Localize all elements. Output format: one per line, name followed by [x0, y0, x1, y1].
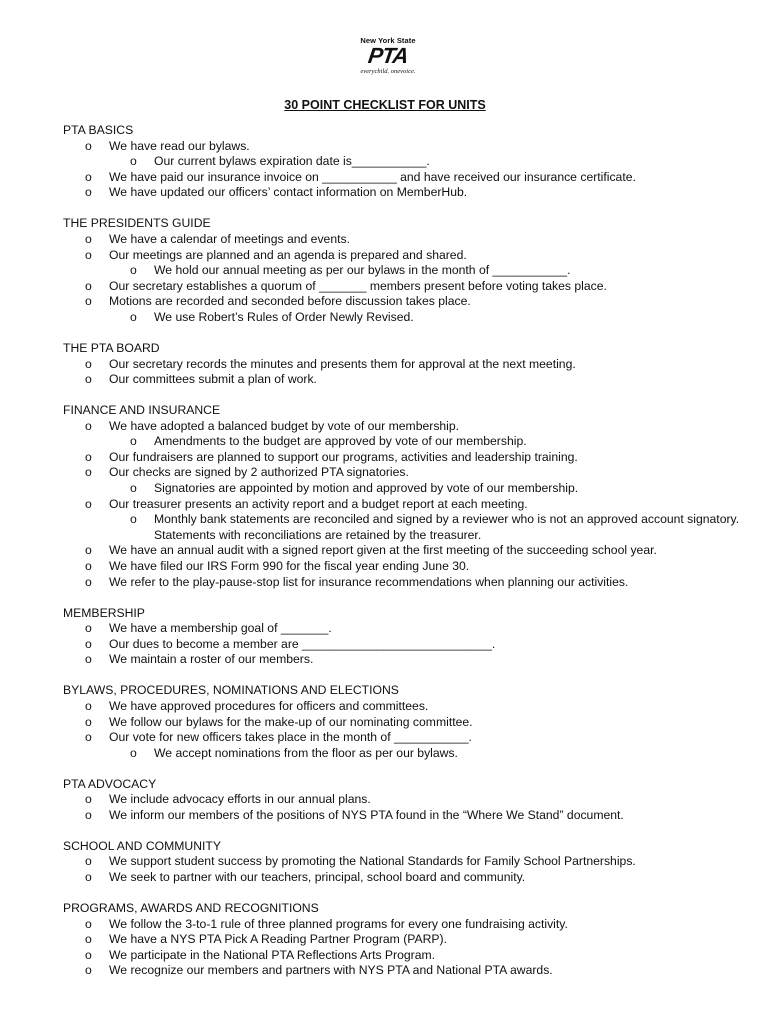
- logo-pta-text: PTA: [366, 43, 410, 68]
- checklist-item-text: Our treasurer presents an activity report and a budget report at each meeting.: [109, 496, 528, 511]
- bullet-circle-icon: o: [130, 745, 137, 760]
- nys-pta-logo: [338, 36, 438, 84]
- checklist-item: [63, 465, 753, 481]
- checklist-section: [63, 216, 753, 325]
- checklist-subitem-text: We use Robert’s Rules of Order Newly Revised.: [154, 309, 414, 324]
- checklist-body: [63, 123, 753, 994]
- checklist-subitem-text: We accept nominations from the floor as per our bylaws.: [154, 745, 458, 760]
- checklist-item: [63, 450, 753, 466]
- checklist-item-text: We have adopted a balanced budget by vote of our membership.: [109, 418, 460, 433]
- bullet-circle-icon: o: [85, 294, 92, 309]
- checklist-item: [63, 715, 753, 731]
- checklist-item: [63, 699, 753, 715]
- bullet-circle-icon: o: [85, 138, 92, 153]
- checklist-item: [63, 185, 753, 201]
- checklist-item-text: Our checks are signed by 2 authorized PTA signatories.: [109, 465, 409, 480]
- bullet-circle-icon: o: [85, 932, 92, 947]
- checklist-item-text: Motions are recorded and seconded before discussion takes place.: [109, 294, 471, 309]
- checklist-item: [63, 917, 753, 933]
- section-heading: PTA ADVOCACY: [63, 776, 157, 791]
- checklist-item-text: We have read our bylaws.: [109, 138, 250, 153]
- checklist-subitem-text: We hold our annual meeting as per our bylaws in the month of ___________.: [154, 263, 571, 278]
- checklist-item-text: We have updated our officers’ contact information on MemberHub.: [109, 185, 468, 200]
- checklist-item-text: We have filed our IRS Form 990 for the fiscal year ending June 30.: [109, 559, 470, 574]
- checklist-item-text: We have an annual audit with a signed report given at the first meeting of the succeeding school year.: [109, 543, 657, 558]
- bullet-circle-icon: o: [130, 263, 137, 278]
- checklist-item: [63, 294, 753, 310]
- checklist-item: [63, 357, 753, 373]
- checklist-item-text: We have paid our insurance invoice on ___________ and have received our insurance certificate.: [109, 169, 636, 184]
- checklist-item-text: Our meetings are planned and an agenda is prepared and shared.: [109, 247, 467, 262]
- checklist-item-text: Our committees submit a plan of work.: [109, 372, 317, 387]
- checklist-item-text: We participate in the National PTA Reflections Arts Program.: [109, 947, 436, 962]
- bullet-circle-icon: o: [85, 621, 92, 636]
- checklist-item: [63, 170, 753, 186]
- checklist-item: [63, 792, 753, 808]
- checklist-subitem-text: Signatories are appointed by motion and approved by vote of our membership.: [154, 481, 579, 496]
- checklist-subitem: [63, 434, 753, 450]
- checklist-subitem: [63, 481, 753, 497]
- bullet-circle-icon: o: [85, 418, 92, 433]
- bullet-circle-icon: o: [85, 652, 92, 667]
- section-heading: FINANCE AND INSURANCE: [63, 403, 221, 418]
- section-heading: BYLAWS, PROCEDURES, NOMINATIONS AND ELECTIONS: [63, 683, 399, 698]
- section-heading: SCHOOL AND COMMUNITY: [63, 838, 221, 853]
- bullet-circle-icon: o: [130, 309, 137, 324]
- bullet-circle-icon: o: [85, 574, 92, 589]
- checklist-item-text: We follow our bylaws for the make-up of our nominating committee.: [109, 714, 473, 729]
- checklist-item: [63, 232, 753, 248]
- checklist-item: [63, 932, 753, 948]
- bullet-circle-icon: o: [85, 231, 92, 246]
- document-title: 30 POINT CHECKLIST FOR UNITS: [284, 98, 486, 112]
- checklist-item-text: Our dues to become a member are ____________________________.: [109, 636, 496, 651]
- checklist-item: [63, 808, 753, 824]
- bullet-circle-icon: o: [85, 356, 92, 371]
- bullet-circle-icon: o: [85, 730, 92, 745]
- checklist-subitem-text: Amendments to the budget are approved by vote of our membership.: [154, 434, 527, 449]
- checklist-subitem: [63, 512, 753, 543]
- bullet-circle-icon: o: [85, 963, 92, 978]
- checklist-item: [63, 652, 753, 668]
- checklist-section: [63, 777, 753, 824]
- checklist-item: [63, 948, 753, 964]
- bullet-circle-icon: o: [85, 807, 92, 822]
- checklist-item: [63, 419, 753, 435]
- checklist-item: [63, 279, 753, 295]
- bullet-circle-icon: o: [85, 870, 92, 885]
- checklist-item-text: We support student success by promoting the National Standards for Family School Partnerships.: [109, 854, 636, 869]
- section-heading: THE PTA BOARD: [63, 340, 160, 355]
- checklist-item-text: Our secretary establishes a quorum of _______ members present before voting takes place.: [109, 278, 607, 293]
- checklist-item: [63, 621, 753, 637]
- checklist-item-text: We have approved procedures for officers and committees.: [109, 698, 429, 713]
- logo-state-text: New York State: [360, 36, 416, 45]
- checklist-item: [63, 730, 753, 746]
- checklist-section: [63, 123, 753, 201]
- checklist-section: [63, 606, 753, 668]
- checklist-item-text: We have a membership goal of _______.: [109, 621, 332, 636]
- bullet-circle-icon: o: [130, 154, 137, 169]
- bullet-circle-icon: o: [130, 481, 137, 496]
- checklist-section: [63, 683, 753, 761]
- bullet-circle-icon: o: [85, 247, 92, 262]
- checklist-item-text: We have a NYS PTA Pick A Reading Partner Program (PARP).: [109, 932, 448, 947]
- checklist-item-text: We seek to partner with our teachers, principal, school board and community.: [109, 870, 526, 885]
- bullet-circle-icon: o: [85, 278, 92, 293]
- bullet-circle-icon: o: [85, 169, 92, 184]
- checklist-item: [63, 963, 753, 979]
- bullet-circle-icon: o: [85, 496, 92, 511]
- logo-tagline: everychild. onevoice.: [360, 68, 416, 75]
- checklist-subitem: [63, 154, 753, 170]
- bullet-circle-icon: o: [85, 559, 92, 574]
- checklist-item-text: We refer to the play-pause-stop list for insurance recommendations when planning our activities.: [109, 574, 629, 589]
- checklist-subitem: [63, 263, 753, 279]
- checklist-section: [63, 901, 753, 979]
- bullet-circle-icon: o: [85, 792, 92, 807]
- checklist-item-text: Our fundraisers are planned to support our programs, activities and leadership training.: [109, 449, 578, 464]
- bullet-circle-icon: o: [85, 698, 92, 713]
- bullet-circle-icon: o: [85, 372, 92, 387]
- checklist-item: [63, 870, 753, 886]
- checklist-item-text: We follow the 3-to-1 rule of three planned programs for every one fundraising activity.: [109, 916, 568, 931]
- bullet-circle-icon: o: [130, 512, 137, 527]
- checklist-item: [63, 372, 753, 388]
- bullet-circle-icon: o: [85, 449, 92, 464]
- section-heading: PTA BASICS: [63, 123, 134, 137]
- bullet-circle-icon: o: [85, 854, 92, 869]
- bullet-circle-icon: o: [85, 465, 92, 480]
- checklist-item: [63, 854, 753, 870]
- checklist-subitem: [63, 746, 753, 762]
- checklist-item-text: We include advocacy efforts in our annual plans.: [109, 792, 371, 807]
- bullet-circle-icon: o: [85, 543, 92, 558]
- bullet-circle-icon: o: [85, 714, 92, 729]
- checklist-item: [63, 575, 753, 591]
- checklist-section: [63, 839, 753, 886]
- bullet-circle-icon: o: [85, 636, 92, 651]
- checklist-item-text: We maintain a roster of our members.: [109, 652, 314, 667]
- section-heading: THE PRESIDENTS GUIDE: [63, 216, 211, 231]
- checklist-item-text: We inform our members of the positions of NYS PTA found in the “Where We Stand” document.: [109, 807, 624, 822]
- checklist-item: [63, 248, 753, 264]
- bullet-circle-icon: o: [130, 434, 137, 449]
- bullet-circle-icon: o: [85, 947, 92, 962]
- checklist-item: [63, 139, 753, 155]
- checklist-subitem-text: Our current bylaws expiration date is___________.: [154, 154, 430, 169]
- checklist-item-text: We recognize our members and partners with NYS PTA and National PTA awards.: [109, 963, 553, 978]
- section-heading: PROGRAMS, AWARDS AND RECOGNITIONS: [63, 901, 319, 916]
- checklist-item: [63, 543, 753, 559]
- checklist-item: [63, 497, 753, 513]
- checklist-item: [63, 637, 753, 653]
- checklist-subitem-text: Monthly bank statements are reconciled and signed by a reviewer who is not an approved account signatory. Statements with reconciliations are retained by the treasurer.: [154, 512, 740, 542]
- checklist-section: [63, 403, 753, 590]
- checklist-item: [63, 559, 753, 575]
- checklist-subitem: [63, 310, 753, 326]
- bullet-circle-icon: o: [85, 185, 92, 200]
- bullet-circle-icon: o: [85, 916, 92, 931]
- checklist-item-text: Our vote for new officers takes place in the month of ___________.: [109, 730, 472, 745]
- checklist-item-text: We have a calendar of meetings and events.: [109, 231, 350, 246]
- section-heading: MEMBERSHIP: [63, 605, 145, 620]
- checklist-section: [63, 341, 753, 388]
- checklist-item-text: Our secretary records the minutes and presents them for approval at the next meeting.: [109, 356, 576, 371]
